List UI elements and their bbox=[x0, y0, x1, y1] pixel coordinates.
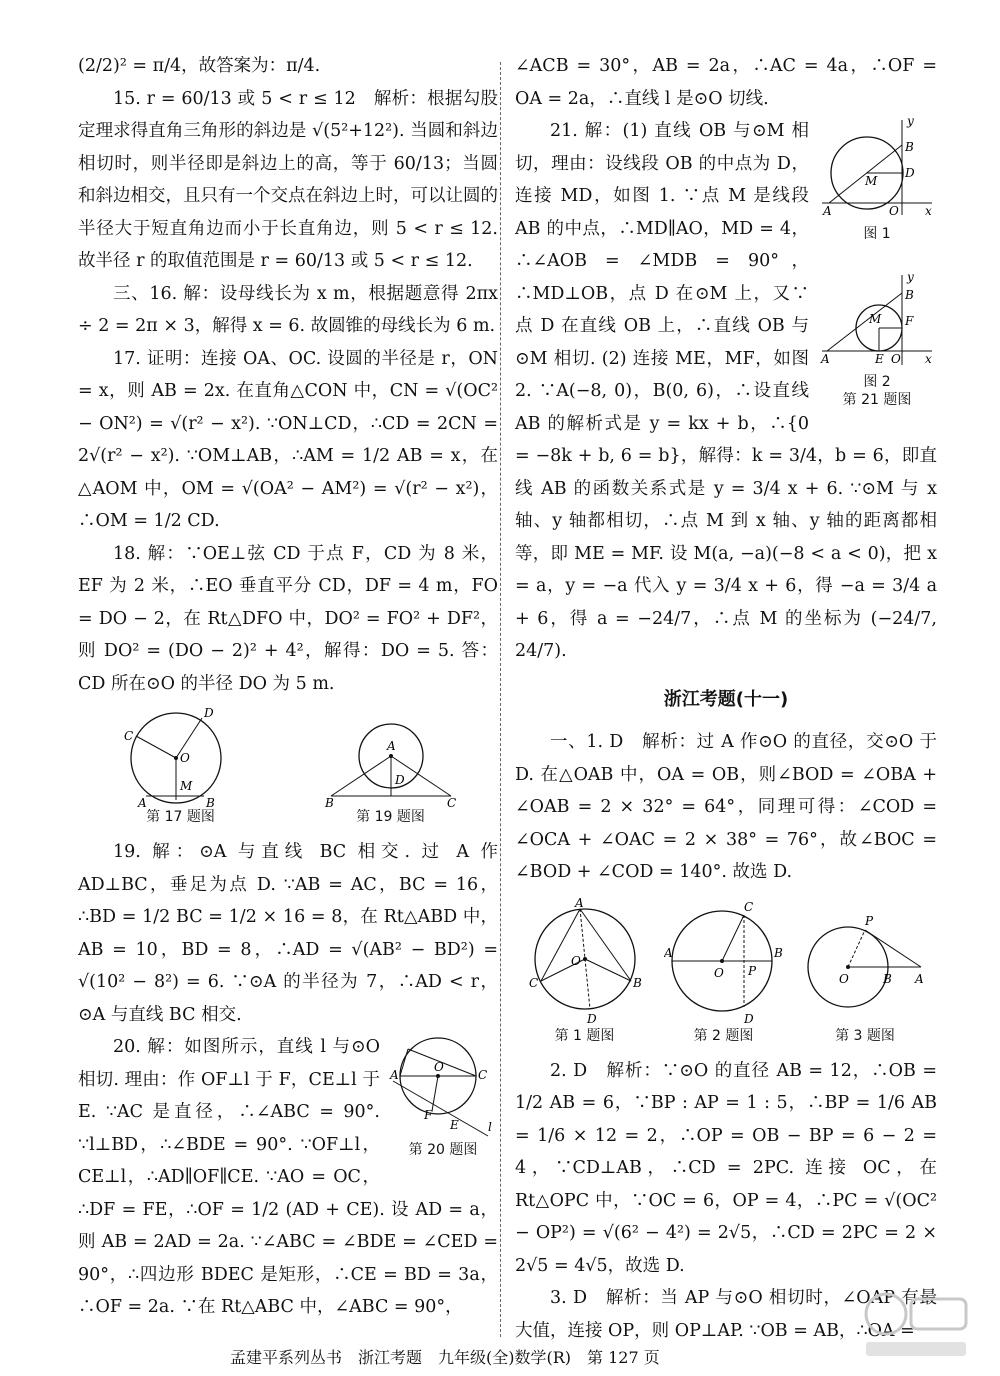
svg-text:A: A bbox=[390, 1068, 399, 1082]
svg-text:B: B bbox=[905, 288, 914, 302]
answer-16: 三、16. 解：设母线长为 x m，根据题意得 2πx ÷ 2 = 2π × 3，解得 x = 6. 故圆锥的母线长为 6 m. bbox=[78, 283, 498, 336]
svg-text:l: l bbox=[488, 1120, 492, 1134]
figure-q2 bbox=[664, 897, 784, 1045]
figure-19 bbox=[321, 708, 461, 826]
svg-text:D: D bbox=[905, 166, 915, 180]
svg-text:D: D bbox=[586, 1011, 597, 1026]
svg-text:x: x bbox=[925, 352, 932, 366]
svg-text:D: D bbox=[394, 773, 405, 787]
figure-20 bbox=[388, 1031, 498, 1159]
figure-q3 bbox=[803, 897, 928, 1045]
svg-text:C: C bbox=[123, 729, 133, 743]
figure-q1 bbox=[525, 897, 645, 1045]
svg-text:M: M bbox=[179, 779, 192, 793]
figure-21-caption: 第 21 题图 bbox=[842, 392, 912, 408]
svg-text:C: C bbox=[528, 975, 538, 990]
exam-q1: 一、1. D 解析：过 A 作⊙O 的直径，交⊙O 于 D. 在△OAB 中，OA = OB，则∠BOD = ∠OBA + ∠OAB = 2 × 32° = 64°，同理可得：∠COD = ∠OCA + ∠OAC = 2 × 38° = 76°，故∠BOC = ∠BOD + ∠COD = 140°. 故选 D. bbox=[515, 732, 937, 882]
answer-18: 18. 解：∵OE⊥弦 CD 于点 F，CD 为 8 米，EF 为 2 米，∴EO 垂直平分 CD，DF = 4 m，FO = DO − 2，在 Rt△DFO 中，DO² = FO² + DF²，则 DO² = (DO − 2)² + 4²，解得：DO = 5. 答：CD 所在⊙O 的半径 DO 为 5 m. bbox=[78, 543, 498, 694]
svg-text:C: C bbox=[743, 899, 753, 914]
figure-21-2-caption: 图 2 bbox=[863, 374, 891, 390]
figure-21-2-diagram bbox=[817, 273, 937, 373]
svg-text:E: E bbox=[450, 1118, 459, 1132]
watermark-logo bbox=[856, 1284, 976, 1364]
answer-21: 21. 解：(1) 直线 OB 与⊙M 相切，理由：设线段 OB 的中点为 D，连接 MD，如图 1. ∵点 M 是线段 AB 的中点，∴MD∥AO，MD = 4，∴∠AOB = ∠MDB = 90°，∴MD⊥OB，点 D 在⊙M 上，又∵点 D 在直线 OB 上，∴直线 OB 与⊙M 相切. (2) 连接 ME，MF，如图 2. ∵A(−8, 0)，B(0, 6)，∴设直线 AB 的解析式是 y = kx + b，∴{0 = −8k + b, 6 = b}，解得：k = 3/4，b = 6，即直线 AB 的函数关系式是 y = 3/4 x + 6. ∵⊙M 与 x 轴、y 轴都相切，∴点 M 到 x 轴、y 轴的距离都相等，即 ME = MF. 设 M(a, −a)(−8 < a < 0)，把 x = a，y = −a 代入 y = 3/4 x + 6，得 −a = 3/4 a + 6，得 a = −24/7，∴点 M 的坐标为 (−24/7, 24/7). bbox=[515, 121, 937, 661]
svg-text:P: P bbox=[864, 913, 873, 928]
svg-text:D: D bbox=[743, 1011, 754, 1026]
svg-text:O: O bbox=[838, 971, 849, 986]
svg-text:O: O bbox=[889, 204, 899, 218]
figure-21-1 bbox=[817, 115, 937, 243]
svg-text:E: E bbox=[875, 352, 884, 366]
figure-q3-caption: 第 3 题图 bbox=[835, 1027, 895, 1044]
svg-text:P: P bbox=[747, 963, 756, 978]
svg-text:y: y bbox=[907, 273, 914, 284]
column-divider bbox=[500, 62, 501, 1337]
svg-text:O: O bbox=[179, 751, 190, 765]
svg-text:A: A bbox=[386, 739, 396, 753]
svg-text:A: A bbox=[914, 971, 924, 986]
svg-text:D: D bbox=[203, 708, 214, 720]
figure-21-1-diagram bbox=[817, 115, 937, 225]
svg-text:F: F bbox=[905, 314, 914, 328]
svg-text:A: A bbox=[663, 945, 673, 960]
svg-text:A: A bbox=[823, 204, 832, 218]
svg-text:M: M bbox=[865, 174, 878, 188]
svg-text:y: y bbox=[907, 115, 914, 128]
section-title: 浙江考题(十一) bbox=[663, 688, 789, 710]
svg-text:B: B bbox=[205, 796, 215, 808]
figure-17-diagram bbox=[116, 708, 246, 808]
figure-21-2 bbox=[817, 273, 937, 409]
page-footer: 孟建平系列丛书 浙江考题 九年级(全)数学(R) 第 127 页 bbox=[230, 1348, 660, 1367]
answer-20-tail: ∠ACB = 30°，AB = 2a，∴AC = 4a，∴OF = OA = 2a，∴直线 l 是⊙O 切线. bbox=[515, 56, 937, 109]
figure-q1-diagram bbox=[525, 897, 645, 1027]
figure-20-diagram bbox=[388, 1031, 498, 1141]
svg-text:B: B bbox=[905, 140, 914, 154]
svg-text:B: B bbox=[882, 971, 892, 986]
figure-q3-diagram bbox=[803, 897, 928, 1027]
figure-17 bbox=[116, 708, 246, 826]
figure-q1-caption: 第 1 题图 bbox=[554, 1027, 615, 1044]
svg-text:O: O bbox=[891, 352, 901, 366]
answer-15: 15. r = 60/13 或 5 < r ≤ 12 解析：根据勾股定理求得直角三角形的斜边是 √(5²+12²). 当圆和斜边相切时，则半径即是斜边上的高，等于 60/13；当圆和斜边相交，且只有一个交点在斜边上时，可以让圆的半径大于短直角边而小于长直角边，则 5 < r ≤ 12. 故半径 r 的取值范围是 r = 60/13 或 5 < r ≤ 12. bbox=[78, 88, 498, 271]
svg-text:B: B bbox=[632, 975, 642, 990]
left-column bbox=[78, 50, 498, 1324]
svg-text:F: F bbox=[424, 1108, 433, 1122]
figure-19-caption: 第 19 题图 bbox=[356, 809, 425, 825]
svg-text:A: A bbox=[821, 352, 830, 366]
svg-text:M: M bbox=[869, 312, 882, 326]
svg-text:A: A bbox=[574, 896, 584, 910]
svg-text:x: x bbox=[925, 204, 932, 218]
svg-text:B: B bbox=[324, 796, 334, 808]
svg-text:O: O bbox=[434, 1060, 444, 1074]
answer-17: 17. 证明：连接 OA、OC. 设圆的半径是 r，ON = x，则 AB = 2x. 在直角△CON 中，CN = √(OC² − ON²) = √(r² − x²). ∵ON⊥CD，∴CD = 2CN = 2√(r² − x²). ∵OM⊥AB，∴AM = 1/2 AB = x，在△AOM 中，OM = √(OA² − AM²) = √(r² − x²)，∴OM = 1/2 CD. bbox=[78, 348, 498, 531]
figures-21 bbox=[817, 115, 937, 409]
svg-text:O: O bbox=[713, 965, 724, 980]
figures-q1-q3 bbox=[515, 897, 937, 1045]
answer-19: 19. 解：⊙A 与直线 BC 相交. 过 A 作 AD⊥BC，垂足为点 D. ∵AB = AC，BC = 16，∴BD = 1/2 BC = 1/2 × 16 = 8，在 Rt△ABD 中，AB = 10，BD = 8，∴AD = √(AB² − BD²) = √(10² − 8²) = 6. ∵⊙A 的半径为 7，∴AD < r，⊙A 与直线 BC 相交. bbox=[78, 842, 498, 1025]
svg-text:C: C bbox=[446, 796, 456, 808]
figure-q2-caption: 第 2 题图 bbox=[693, 1027, 754, 1044]
figure-21-1-caption: 图 1 bbox=[863, 226, 891, 242]
right-column bbox=[515, 50, 937, 1347]
figures-17-19 bbox=[78, 708, 498, 826]
svg-text:B: B bbox=[773, 945, 783, 960]
exam-q2: 2. D 解析：∵⊙O 的直径 AB = 12，∴OB = 1/2 AB = 6，∵BP : AP = 1 : 5，∴BP = 1/6 AB = 1/6 × 12 = 2，∴OP = OB − BP = 6 − 2 = 4，∵CD⊥AB，∴CD = 2PC. 连接 OC，在 Rt△OPC 中，∵OC = 6，OP = 4，∴PC = √(OC² − OP²) = √(6² − 4²) = 2√5，∴CD = 2PC = 2 × 2√5 = 4√5，故选 D. bbox=[515, 1060, 937, 1276]
svg-text:A: A bbox=[137, 796, 147, 808]
answer-20: 20. 解：如图所示，直线 l 与⊙O 相切. 理由：作 OF⊥l 于 F，CE⊥l 于 E. ∵AC 是直径，∴∠ABC = 90°. ∵l⊥BD，∴∠BDE = 90°. ∵OF⊥l，CE⊥l，∴AD∥OF∥CE. ∵AO = OC，∴DF = FE，∴OF = 1/2 (AD + CE). 设 AD = a，则 AB = 2AD = 2a. ∵∠ABC = ∠BDE = ∠CED = 90°，∴四边形 BDEC 是矩形，∴CE = BD = 3a，∴OF = 2a. ∵在 Rt△ABC 中，∠ABC = 90°， bbox=[78, 1037, 498, 1317]
figure-q2-diagram bbox=[664, 897, 784, 1027]
exam-q3: 3. D 解析：当 AP 与⊙O 相切时，∠OAP 有最大值，连接 OP，则 OP⊥AP. ∵OB = AB，∴OA = bbox=[515, 1288, 937, 1341]
svg-text:C: C bbox=[478, 1068, 488, 1082]
figure-20-caption: 第 20 题图 bbox=[408, 1142, 478, 1158]
svg-text:O: O bbox=[570, 953, 581, 968]
figure-17-caption: 第 17 题图 bbox=[146, 809, 215, 825]
figure-19-diagram bbox=[321, 708, 461, 808]
answer-14-tail: (2/2)² = π/4，故答案为：π/4. bbox=[78, 56, 321, 76]
